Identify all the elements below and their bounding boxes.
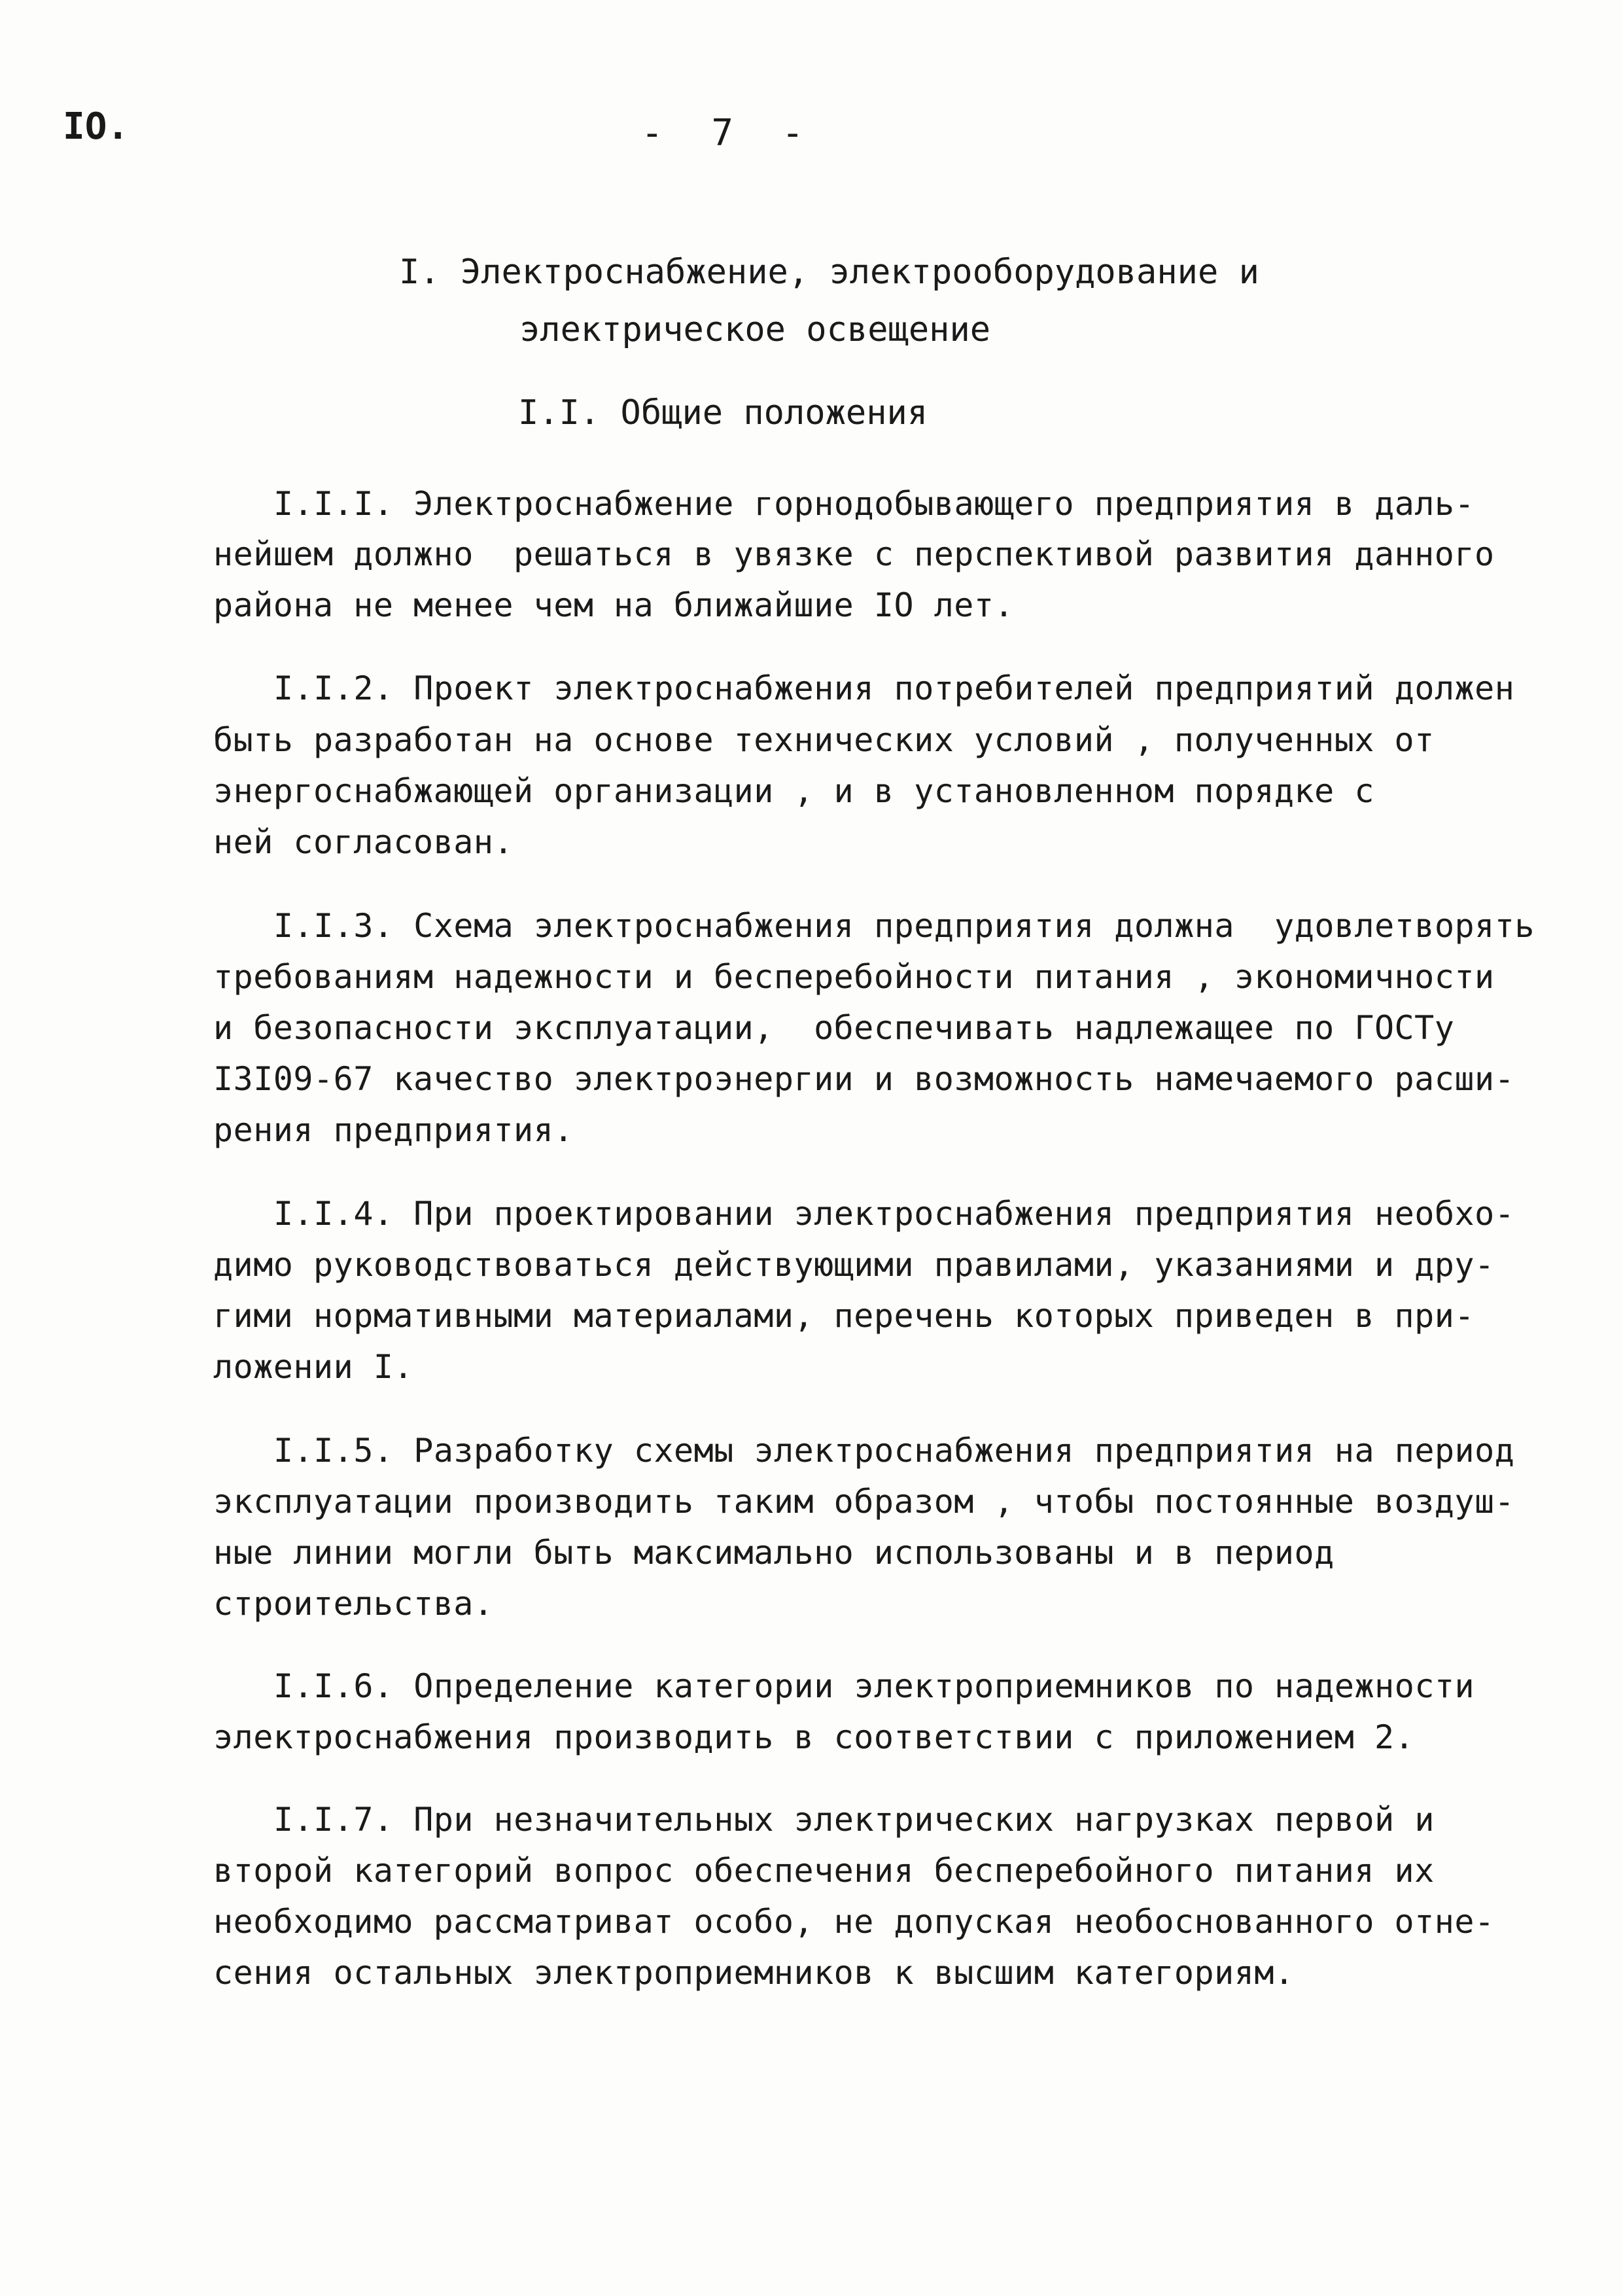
subsection-title: I.I. Общие положения xyxy=(518,393,928,433)
paragraph-line: строительства. xyxy=(213,1585,494,1623)
paragraph-line: сения остальных электроприемников к высшим категориям. xyxy=(213,1954,1295,1992)
paragraph-line: и безопасности эксплуатации, обеспечивать надлежащее по ГОСТу xyxy=(213,1009,1455,1047)
page-number: IO. xyxy=(63,105,130,148)
paragraph-line: рения предприятия. xyxy=(213,1111,574,1149)
paragraph-line: района не менее чем на ближайшие IO лет. xyxy=(213,586,1015,624)
paragraph-line: димо руководствоваться действующими правилами, указаниями и дру- xyxy=(213,1246,1495,1284)
paragraph-line: энергоснабжающей организации , и в установленном порядке с xyxy=(213,772,1374,810)
paragraph-line: I.I.7. При незначительных электрических нагрузках первой и xyxy=(273,1801,1435,1839)
folio-number: - 7 - xyxy=(641,112,817,154)
paragraph-line: гими нормативными материалами, перечень которых приведен в при- xyxy=(213,1297,1475,1335)
paragraph-line: I.I.4. При проектировании электроснабжения предприятия необхо- xyxy=(273,1195,1515,1233)
paragraph-line: ные линии могли быть максимально использованы и в период xyxy=(213,1534,1335,1572)
paragraph-line: быть разработан на основе технических условий , полученных от xyxy=(213,721,1435,759)
paragraph-line: второй категорий вопрос обеспечения бесперебойного питания их xyxy=(213,1852,1435,1890)
paragraph-line: I.I.6. Определение категории электроприемников по надежности xyxy=(273,1667,1475,1705)
paragraph-line: ней согласован. xyxy=(213,823,514,861)
paragraph-line: необходимо рассматриват особо, не допуская необоснованного отне- xyxy=(213,1903,1495,1941)
paragraph-line: эксплуатации производить таким образом , чтобы постоянные воздуш- xyxy=(213,1483,1515,1521)
paragraph-line: I.I.3. Схема электроснабжения предприятия должна удовлетворять xyxy=(273,907,1535,945)
paragraph-line: I.I.2. Проект электроснабжения потребителей предприятий должен xyxy=(273,669,1515,707)
paragraph-line: ложении I. xyxy=(213,1348,414,1386)
paragraph-line: нейшем должно решаться в увязке с перспективой развития данного xyxy=(213,535,1495,573)
paragraph-line: требованиям надежности и бесперебойности питания , экономичности xyxy=(213,958,1495,996)
paragraph-line: I3I09-67 качество электроэнергии и возможность намечаемого расши- xyxy=(213,1060,1515,1098)
section-title-line-1: I. Электроснабжение, электрооборудование и xyxy=(399,253,1259,292)
paragraph-line: I.I.5. Разработку схемы электроснабжения предприятия на период xyxy=(273,1432,1515,1470)
paragraph-line: I.I.I. Электроснабжение горнодобывающего предприятия в даль- xyxy=(273,485,1475,523)
paragraph-line: электроснабжения производить в соответствии с приложением 2. xyxy=(213,1718,1415,1756)
section-title-line-2: электрическое освещение xyxy=(519,310,991,349)
